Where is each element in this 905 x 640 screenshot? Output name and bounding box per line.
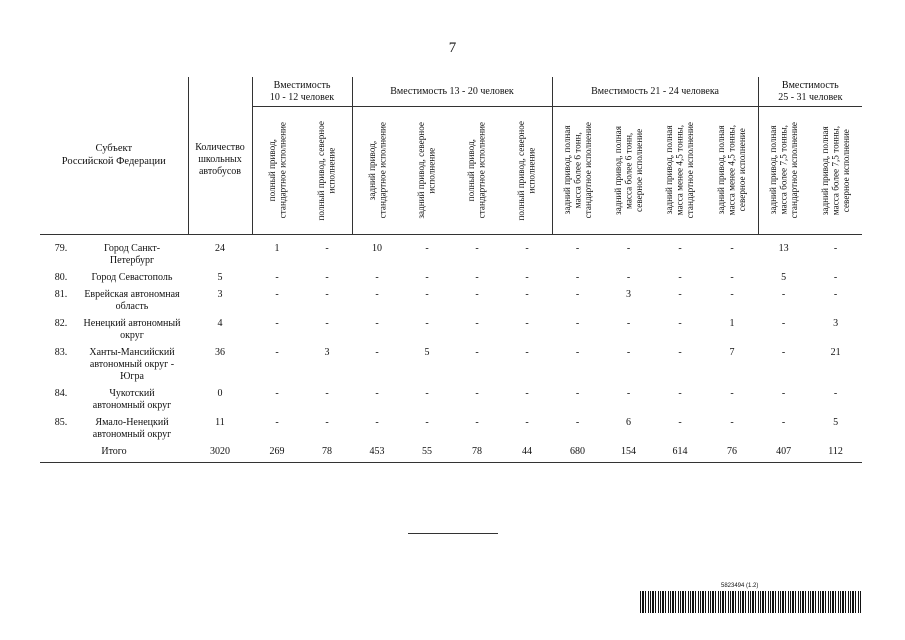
- subject-name: Город Санкт- Петербург: [103, 243, 161, 266]
- value-cell: -: [626, 318, 631, 329]
- value-cell: -: [833, 388, 838, 399]
- value-cell: -: [375, 289, 379, 300]
- value-cell: -: [730, 289, 734, 300]
- subject-name: Ненецкий автономный округ: [83, 318, 181, 341]
- value-cell: -: [678, 347, 682, 358]
- value-cell: -: [425, 243, 429, 254]
- table-row: [40, 417, 862, 446]
- total-value-cell: 614: [654, 446, 706, 463]
- barcode-caption: 5823494 (1.2): [721, 583, 759, 589]
- subject-cell: [40, 347, 188, 388]
- group-header-25-31: Вместимость 25 - 31 человек: [758, 77, 862, 107]
- value-cell: -: [425, 388, 429, 399]
- value-cell: -: [626, 272, 631, 283]
- value-cell: -: [425, 318, 429, 329]
- subcolumn-header-text: задний привод, полная масса менее 4,5 тонны, стандартное исполнение: [664, 122, 696, 219]
- table-row: [40, 272, 862, 289]
- value-cell: -: [575, 347, 580, 358]
- value-cell: -: [375, 318, 379, 329]
- value-cell: -: [525, 243, 529, 254]
- table-row: [40, 243, 862, 272]
- value-cell: -: [475, 347, 479, 358]
- value-cell: -: [275, 318, 279, 329]
- subject-cell: [40, 243, 188, 272]
- value-cell: -: [475, 243, 479, 254]
- value-cell: 7: [729, 347, 735, 358]
- row-number: 83.: [54, 347, 68, 358]
- group-header-10-12: Вместимость 10 - 12 человек: [252, 77, 352, 107]
- value-cell: -: [781, 388, 786, 399]
- value-cell: -: [626, 243, 631, 254]
- value-cell: -: [275, 272, 279, 283]
- value-cell: -: [475, 272, 479, 283]
- total-value-cell: 55: [402, 446, 452, 463]
- total-value-cell: 44: [502, 446, 552, 463]
- row-number: 84.: [54, 388, 68, 399]
- school-bus-table: [40, 77, 862, 463]
- subject-name: Чукотский автономный округ: [92, 388, 172, 411]
- subject-header-text: Субъект Российской Федерации: [61, 142, 166, 167]
- value-cell: -: [678, 318, 682, 329]
- value-cell: -: [575, 289, 580, 300]
- subcolumn-header-text: полный привод, стандартное исполнение: [266, 122, 288, 219]
- subcolumn-header-text: полный привод, северное исполнение: [316, 120, 337, 221]
- value-cell: 1: [274, 243, 280, 254]
- row-number: 79.: [54, 243, 68, 254]
- value-cell: -: [525, 388, 529, 399]
- value-cell: 10: [372, 243, 382, 254]
- value-cell: -: [475, 417, 479, 428]
- value-cell: -: [525, 417, 529, 428]
- subcolumn-header: [809, 107, 862, 235]
- value-cell: 3: [626, 289, 632, 300]
- bus-count-cell: 36: [215, 347, 225, 358]
- subcolumn-header: [352, 107, 402, 235]
- value-cell: -: [730, 243, 734, 254]
- value-cell: -: [325, 388, 329, 399]
- value-cell: -: [833, 272, 838, 283]
- subcolumn-header-text: задний привод, полная масса менее 4,5 тонны, северное исполнение: [715, 125, 748, 216]
- value-cell: -: [781, 347, 786, 358]
- value-cell: -: [626, 347, 631, 358]
- value-cell: -: [730, 388, 734, 399]
- total-value-cell: 407: [758, 446, 809, 463]
- value-cell: -: [325, 272, 329, 283]
- total-value-cell: 269: [252, 446, 302, 463]
- row-number: 82.: [54, 318, 68, 329]
- value-cell: 3: [324, 347, 330, 358]
- value-cell: -: [325, 318, 329, 329]
- subcolumn-header-text: задний привод, северное исполнение: [416, 122, 437, 219]
- footer-divider: [408, 533, 498, 534]
- subcolumn-header: [502, 107, 552, 235]
- value-cell: 21: [830, 347, 841, 358]
- value-cell: -: [575, 243, 580, 254]
- total-value-cell: 112: [809, 446, 862, 463]
- subject-cell: [40, 272, 188, 289]
- subcolumn-header-text: полный привод, стандартное исполнение: [466, 122, 487, 219]
- value-cell: -: [325, 243, 329, 254]
- value-cell: -: [525, 272, 529, 283]
- value-cell: -: [575, 388, 580, 399]
- bus-count-cell: 24: [215, 243, 225, 254]
- subcolumn-header: [603, 107, 654, 235]
- total-value-cell: 154: [603, 446, 654, 463]
- value-cell: -: [678, 272, 682, 283]
- value-cell: 5: [833, 417, 839, 428]
- total-value-cell: 680: [552, 446, 603, 463]
- value-cell: -: [475, 289, 479, 300]
- value-cell: -: [425, 289, 429, 300]
- subject-column-header: [40, 77, 188, 235]
- table-row: [40, 347, 862, 388]
- row-number: 85.: [54, 417, 68, 428]
- value-cell: -: [730, 272, 734, 283]
- subcolumn-header: [452, 107, 502, 235]
- value-cell: -: [375, 272, 379, 283]
- value-cell: -: [730, 417, 734, 428]
- subcolumn-header-text: задний привод, полная масса более 7,5 тонны, стандартное исполнение: [767, 122, 800, 219]
- table-row: [40, 388, 862, 417]
- value-cell: 1: [729, 318, 735, 329]
- value-cell: -: [475, 388, 479, 399]
- subcolumn-header-text: задний привод, полная масса более 7,5 тонны, северное исполнение: [819, 125, 851, 216]
- value-cell: -: [781, 417, 786, 428]
- value-cell: -: [575, 318, 580, 329]
- row-number: 81.: [54, 289, 68, 300]
- subject-cell: [40, 318, 188, 347]
- value-cell: -: [678, 388, 682, 399]
- value-cell: -: [525, 318, 529, 329]
- bus-count-cell: 0: [217, 388, 223, 399]
- value-cell: -: [833, 289, 838, 300]
- value-cell: -: [375, 388, 379, 399]
- bus-count-cell: 4: [217, 318, 223, 329]
- value-cell: -: [325, 417, 329, 428]
- value-cell: -: [275, 347, 279, 358]
- value-cell: -: [575, 272, 580, 283]
- bus-count-cell: 5: [217, 272, 223, 283]
- value-cell: 13: [778, 243, 789, 254]
- value-cell: -: [275, 388, 279, 399]
- subject-cell: [40, 289, 188, 318]
- subcolumn-header: [706, 107, 758, 235]
- value-cell: -: [525, 289, 529, 300]
- bus-count-cell: 3: [217, 289, 223, 300]
- subcolumn-header-text: задний привод, полная масса более 6 тонн, северное исполнение: [612, 126, 644, 215]
- value-cell: -: [833, 243, 838, 254]
- subject-cell: [40, 417, 188, 446]
- value-cell: 3: [833, 318, 839, 329]
- value-cell: 5: [781, 272, 787, 283]
- subject-name: Еврейская автономная область: [84, 289, 180, 312]
- value-cell: -: [678, 289, 682, 300]
- value-cell: -: [475, 318, 479, 329]
- table-row: [40, 289, 862, 318]
- value-cell: -: [425, 272, 429, 283]
- total-row: [40, 446, 862, 463]
- count-column-header: [188, 77, 252, 235]
- value-cell: -: [375, 417, 379, 428]
- value-cell: -: [781, 318, 786, 329]
- subcolumn-header-text: задний привод, полная масса более 6 тонн, стандартное исполнение: [561, 122, 594, 219]
- row-number: 80.: [54, 272, 68, 283]
- total-count-cell: 3020: [188, 446, 252, 463]
- subcolumn-header: [252, 107, 302, 235]
- page-number: 7: [448, 40, 457, 56]
- value-cell: -: [678, 417, 682, 428]
- value-cell: -: [275, 417, 279, 428]
- group-header-13-20: Вместимость 13 - 20 человек: [352, 77, 552, 107]
- value-cell: -: [275, 289, 279, 300]
- value-cell: 6: [626, 417, 632, 428]
- table-row: [40, 318, 862, 347]
- bus-count-cell: 11: [215, 417, 225, 428]
- subcolumn-header: [552, 107, 603, 235]
- total-value-cell: 76: [706, 446, 758, 463]
- subcolumn-header: [654, 107, 706, 235]
- subcolumn-header: [758, 107, 809, 235]
- subcolumn-header: [402, 107, 452, 235]
- value-cell: 5: [424, 347, 430, 358]
- subcolumn-header: [302, 107, 352, 235]
- barcode: [640, 591, 862, 613]
- value-cell: -: [325, 289, 329, 300]
- total-value-cell: 453: [352, 446, 402, 463]
- value-cell: -: [575, 417, 580, 428]
- value-cell: -: [781, 289, 786, 300]
- value-cell: -: [626, 388, 631, 399]
- total-value-cell: 78: [452, 446, 502, 463]
- subject-name: Ямало-Ненецкий автономный округ: [92, 417, 172, 440]
- total-label: Итого: [40, 446, 188, 463]
- subject-name: Ханты-Мансийский автономный округ - Югра: [89, 347, 175, 382]
- subcolumn-header-text: задний привод, стандартное исполнение: [366, 122, 388, 219]
- subject-name: Город Севастополь: [91, 272, 173, 283]
- subject-cell: [40, 388, 188, 417]
- count-header-text: Количество школьных автобусов: [195, 141, 245, 177]
- subcolumn-header-text: полный привод, северное исполнение: [516, 120, 537, 221]
- value-cell: -: [375, 347, 379, 358]
- value-cell: -: [525, 347, 529, 358]
- total-value-cell: 78: [302, 446, 352, 463]
- group-header-21-24: Вместимость 21 - 24 человека: [552, 77, 758, 107]
- value-cell: -: [425, 417, 429, 428]
- value-cell: -: [678, 243, 682, 254]
